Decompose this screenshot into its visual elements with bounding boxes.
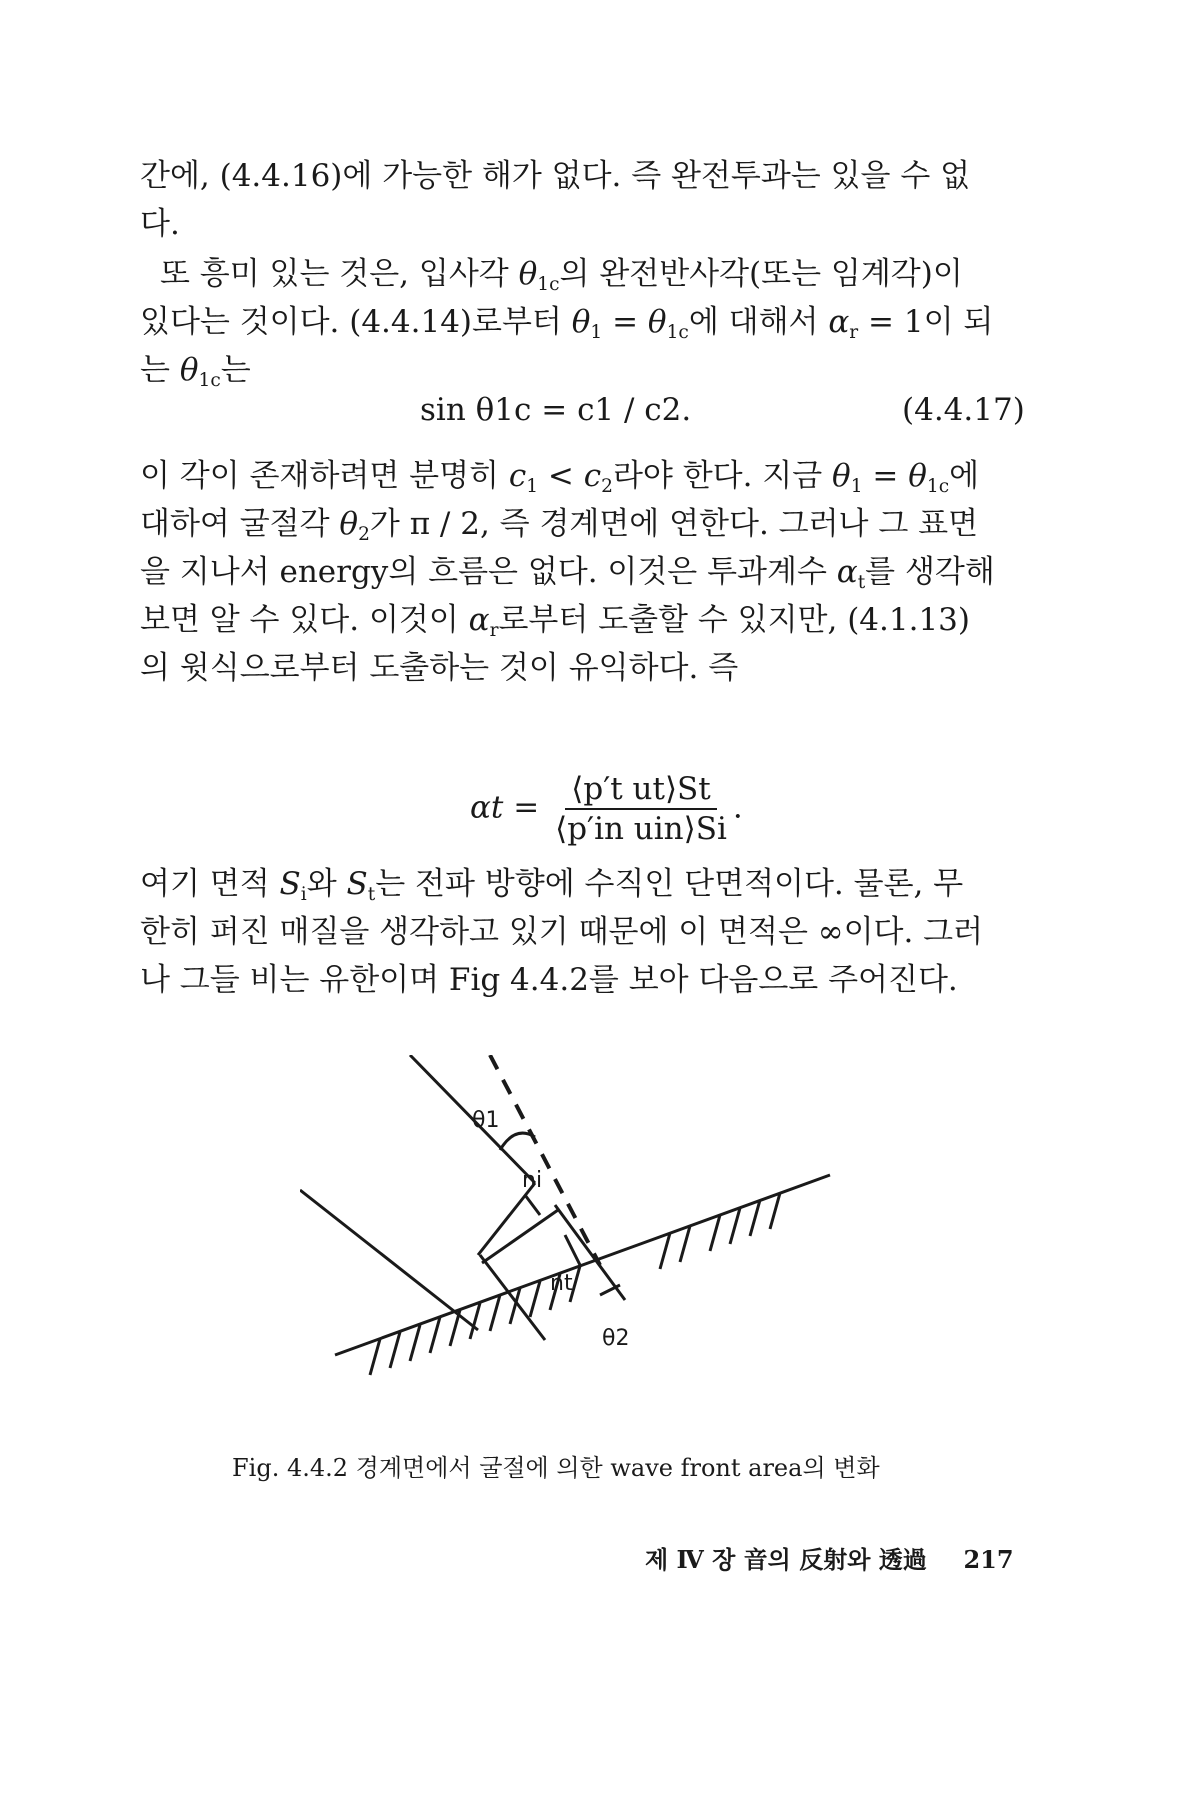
paragraph-1-line-2: 다. [140, 206, 180, 242]
paragraph-4 [140, 860, 1040, 1004]
paragraph-4-line-2: 한히 퍼진 매질을 생각하고 있기 때문에 이 면적은 ∞이다. 그러 [140, 914, 984, 950]
paragraph-2-line-1: 또 흥미 있는 것은, 입사각 $\theta_{1c}$의 완전반사각(또는 임계각)이 [160, 256, 963, 295]
equation-transmission-coefficient: αt = $\frac{\text{⟨p′t ut⟩St}}{\text{⟨p′in uin⟩Si}}$ . [470, 771, 743, 847]
figure-caption: Fig. 4.4.2 경계면에서 굴절에 의한 wave front area의 변화 [232, 1454, 880, 1482]
normal-line [490, 1055, 600, 1265]
paragraph-3 [140, 452, 1040, 692]
fraction-denominator: ⟨p′in uin⟩Si [555, 811, 727, 847]
refraction-diagram [300, 1055, 860, 1435]
running-head: 제 Ⅳ 장 音의 反射와 透過 [645, 1545, 927, 1574]
label-nt: nt [550, 1271, 573, 1296]
ni-arrow [525, 1195, 540, 1215]
paragraph-4-line-3: 나 그들 비는 유한이며 Fig 4.4.2를 보아 다음으로 주어진다. [140, 962, 958, 998]
running-footer [645, 1540, 1014, 1575]
paragraph-2 [140, 250, 1040, 394]
equation-4-4-17: sin θ1c = c1 / c2. [420, 392, 692, 428]
paragraph-3-line-5: 의 윗식으로부터 도출하는 것이 유익하다. 즉 [140, 650, 739, 686]
paragraph-3-line-4: 보면 알 수 있다. 이것이 $\alpha_r$로부터 도출할 수 있지만, (4.1.13) [140, 602, 970, 641]
theta1-arc [500, 1133, 535, 1150]
nt-arrow [565, 1235, 580, 1265]
boundary-line [335, 1175, 830, 1355]
label-ni: ni [522, 1168, 543, 1193]
paragraph-3-line-2: 대하여 굴절각 $\theta_2$가 π / 2, 즉 경계면에 연한다. 그러나 그 표면 [140, 506, 979, 545]
fraction [549, 770, 733, 848]
incident-ray-lower [300, 1190, 478, 1330]
paragraph-1 [140, 152, 1040, 248]
label-theta2: θ2 [602, 1326, 630, 1351]
paragraph-1-line-1: 간에, (4.4.16)에 가능한 해가 없다. 즉 완전투과는 있을 수 없 [140, 158, 971, 194]
paragraph-4-line-1: 여기 면적 $S_i$와 $S_t$는 전파 방향에 수직인 단면적이다. 물론, 무 [140, 866, 964, 905]
paragraph-3-line-3: 을 지나서 energy의 흐름은 없다. 이것은 투과계수 $\alpha_t$를 생각해 [140, 554, 995, 593]
equation-number-4-4-17: (4.4.17) [902, 392, 1025, 428]
page-number: 217 [963, 1545, 1014, 1574]
paragraph-2-line-2: 있다는 것이다. (4.4.14)로부터 $\theta_1 = \theta_{1c}$에 대해서 $\alpha_r = 1$이 되 [140, 304, 994, 343]
label-theta1: θ1 [472, 1108, 500, 1133]
fraction-numerator: ⟨p′t ut⟩St [565, 770, 717, 810]
boundary-hatching [370, 1193, 780, 1375]
paragraph-2-line-3: 는 $\theta_{1c}$는 [140, 352, 251, 391]
paragraph-3-line-1: 이 각이 존재하려면 분명히 $c_1 < c_2$라야 한다. 지금 $\theta_1 = \theta_{1c}$에 [140, 458, 980, 497]
